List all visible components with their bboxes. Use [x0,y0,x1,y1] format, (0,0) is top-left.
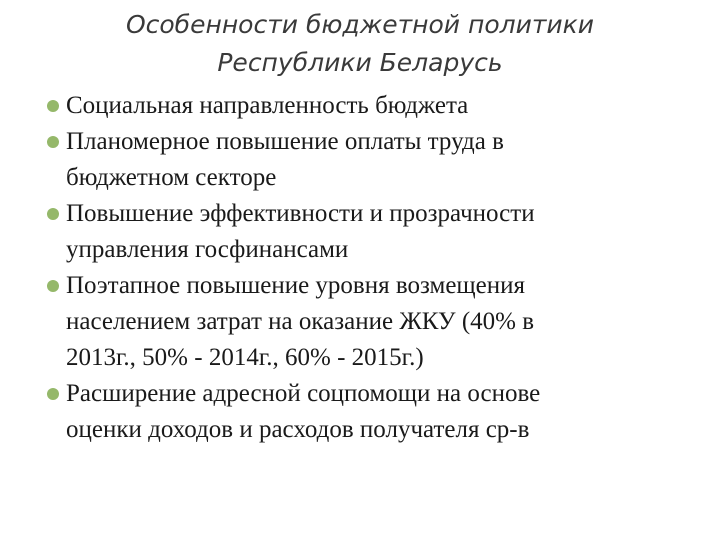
bullet-item [44,196,684,268]
bullet-line: Поэтапное повышение уровня возмещения [66,272,526,299]
bullet-line: управления госфинансами [66,236,349,263]
bullet-dot-icon [47,280,59,292]
slide-title [40,6,680,82]
bullet-item [44,88,684,124]
bullet-item [44,124,684,196]
title-line-1: Особенности бюджетной политики [125,10,595,39]
bullet-dot-icon [47,208,59,220]
bullet-item [44,376,684,448]
bullet-line: оценки доходов и расходов получателя ср-в [66,416,530,443]
title-line-2: Республики Беларусь [217,48,503,77]
bullet-dot-icon [47,100,59,112]
bullet-line: населением затрат на оказание ЖКУ (40% в [66,308,535,335]
bullet-line: Повышение эффективности и прозрачности [66,200,535,227]
bullet-list [44,88,684,448]
bullet-line: Социальная направленность бюджета [66,92,469,119]
bullet-dot-icon [47,136,59,148]
bullet-line: Расширение адресной соцпомощи на основе [66,380,541,407]
bullet-item [44,268,684,376]
bullet-line: бюджетном секторе [66,164,277,191]
bullet-dot-icon [47,388,59,400]
bullet-line: 2013г., 50% - 2014г., 60% - 2015г.) [66,344,424,371]
bullet-line: Планомерное повышение оплаты труда в [66,128,504,155]
